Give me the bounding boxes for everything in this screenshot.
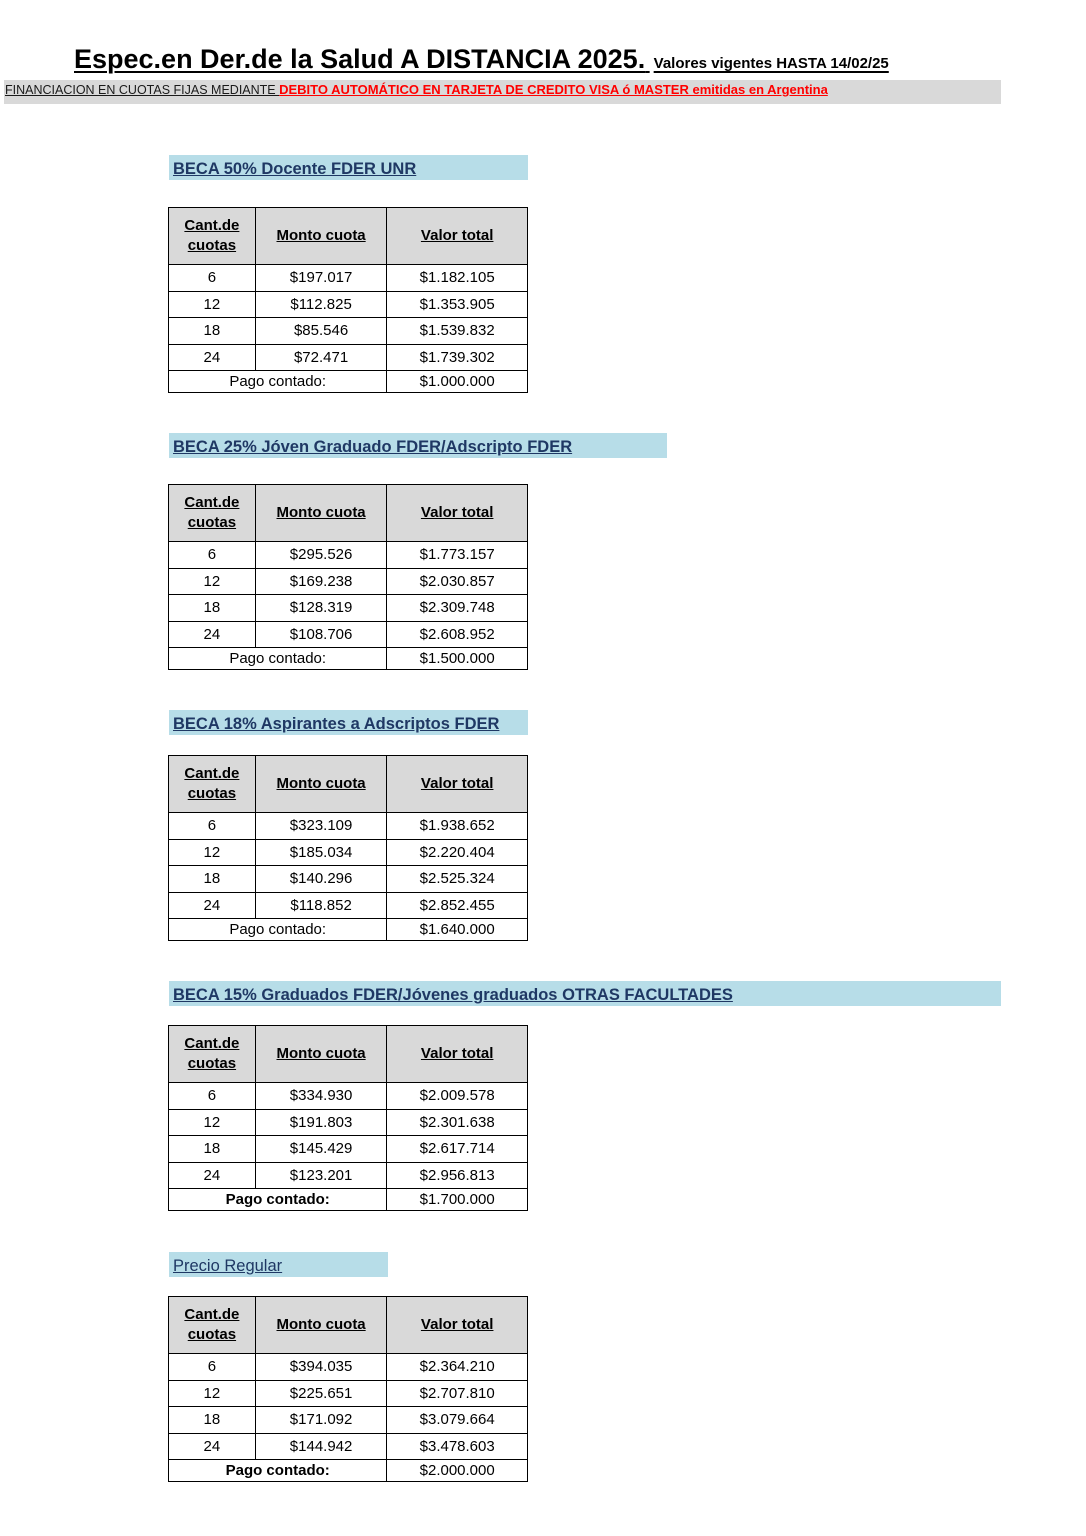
financing-highlight: DEBITO AUTOMÁTICO EN TARJETA DE CREDITO VISA ó MASTER emitidas en Argentina	[279, 82, 828, 97]
price-table-beca-50	[168, 207, 528, 393]
total-cell: $3.079.664	[387, 1407, 528, 1434]
financing-lead: FINANCIACION EN CUOTAS FIJAS MEDIANTE	[5, 83, 280, 97]
col-header-monto: Monto cuota	[255, 756, 387, 813]
monto-cell: $185.034	[255, 839, 387, 866]
total-cell: $2.220.404	[387, 839, 528, 866]
cuotas-cell: 24	[169, 892, 256, 919]
monto-cell: $140.296	[255, 866, 387, 893]
monto-cell: $85.546	[255, 318, 387, 345]
total-cell: $2.608.952	[387, 621, 528, 648]
section-title-beca-50: BECA 50% Docente FDER UNR	[169, 155, 528, 180]
table-row	[169, 839, 528, 866]
table-row	[169, 265, 528, 292]
table-row	[169, 542, 528, 569]
monto-cell: $191.803	[255, 1109, 387, 1136]
total-cell: $2.309.748	[387, 595, 528, 622]
contado-row	[169, 1189, 528, 1211]
monto-cell: $323.109	[255, 813, 387, 840]
price-table-beca-25	[168, 484, 528, 670]
col-header-cuotas: Cant.de cuotas	[169, 1026, 256, 1083]
cuotas-cell: 6	[169, 1083, 256, 1110]
table-row	[169, 1083, 528, 1110]
contado-label: Pago contado:	[169, 648, 387, 670]
cuotas-cell: 18	[169, 595, 256, 622]
monto-cell: $169.238	[255, 568, 387, 595]
total-cell: $2.301.638	[387, 1109, 528, 1136]
monto-cell: $295.526	[255, 542, 387, 569]
table-row	[169, 595, 528, 622]
table-row	[169, 1433, 528, 1460]
contado-value: $1.700.000	[387, 1189, 528, 1211]
monto-cell: $123.201	[255, 1162, 387, 1189]
col-header-monto: Monto cuota	[255, 208, 387, 265]
table-row	[169, 318, 528, 345]
col-header-cuotas: Cant.de cuotas	[169, 1297, 256, 1354]
price-table-precio-regular	[168, 1296, 528, 1482]
col-header-total: Valor total	[387, 756, 528, 813]
table-row	[169, 813, 528, 840]
total-cell: $2.364.210	[387, 1354, 528, 1381]
contado-label: Pago contado:	[169, 1189, 387, 1211]
col-header-cuotas: Cant.de cuotas	[169, 756, 256, 813]
total-cell: $1.773.157	[387, 542, 528, 569]
contado-value: $2.000.000	[387, 1460, 528, 1482]
cuotas-cell: 18	[169, 318, 256, 345]
total-cell: $2.525.324	[387, 866, 528, 893]
section-title-precio-regular: Precio Regular	[169, 1252, 388, 1277]
col-header-cuotas: Cant.de cuotas	[169, 485, 256, 542]
table-row	[169, 621, 528, 648]
total-cell: $1.539.832	[387, 318, 528, 345]
total-cell: $2.852.455	[387, 892, 528, 919]
monto-cell: $394.035	[255, 1354, 387, 1381]
monto-cell: $334.930	[255, 1083, 387, 1110]
section-title-beca-18: BECA 18% Aspirantes a Adscriptos FDER	[169, 710, 528, 735]
cuotas-cell: 6	[169, 813, 256, 840]
cuotas-cell: 6	[169, 542, 256, 569]
cuotas-cell: 12	[169, 1109, 256, 1136]
monto-cell: $197.017	[255, 265, 387, 292]
total-cell: $2.030.857	[387, 568, 528, 595]
cuotas-cell: 12	[169, 1380, 256, 1407]
cuotas-cell: 24	[169, 1162, 256, 1189]
monto-cell: $72.471	[255, 344, 387, 371]
page-title	[74, 44, 889, 75]
contado-row	[169, 648, 528, 670]
total-cell: $1.182.105	[387, 265, 528, 292]
financing-banner	[4, 80, 1001, 104]
contado-label: Pago contado:	[169, 1460, 387, 1482]
contado-value: $1.500.000	[387, 648, 528, 670]
monto-cell: $128.319	[255, 595, 387, 622]
col-header-total: Valor total	[387, 1297, 528, 1354]
price-table-beca-15	[168, 1025, 528, 1211]
col-header-total: Valor total	[387, 1026, 528, 1083]
cuotas-cell: 18	[169, 866, 256, 893]
cuotas-cell: 18	[169, 1407, 256, 1434]
contado-value: $1.640.000	[387, 919, 528, 941]
monto-cell: $225.651	[255, 1380, 387, 1407]
total-cell: $2.707.810	[387, 1380, 528, 1407]
total-cell: $2.956.813	[387, 1162, 528, 1189]
table-row	[169, 344, 528, 371]
table-row	[169, 1162, 528, 1189]
total-cell: $3.478.603	[387, 1433, 528, 1460]
table-row	[169, 291, 528, 318]
table-row	[169, 1136, 528, 1163]
table-row	[169, 1354, 528, 1381]
cuotas-cell: 24	[169, 344, 256, 371]
contado-label: Pago contado:	[169, 371, 387, 393]
section-title-beca-15: BECA 15% Graduados FDER/Jóvenes graduados OTRAS FACULTADES	[169, 981, 1001, 1006]
price-table-beca-18	[168, 755, 528, 941]
monto-cell: $118.852	[255, 892, 387, 919]
monto-cell: $171.092	[255, 1407, 387, 1434]
monto-cell: $145.429	[255, 1136, 387, 1163]
col-header-monto: Monto cuota	[255, 485, 387, 542]
col-header-cuotas: Cant.de cuotas	[169, 208, 256, 265]
table-header-row	[169, 1026, 528, 1083]
table-header-row	[169, 756, 528, 813]
table-row	[169, 866, 528, 893]
contado-label: Pago contado:	[169, 919, 387, 941]
cuotas-cell: 6	[169, 265, 256, 292]
monto-cell: $108.706	[255, 621, 387, 648]
table-header-row	[169, 1297, 528, 1354]
cuotas-cell: 18	[169, 1136, 256, 1163]
table-header-row	[169, 485, 528, 542]
table-row	[169, 1380, 528, 1407]
cuotas-cell: 24	[169, 621, 256, 648]
contado-row	[169, 371, 528, 393]
table-row	[169, 892, 528, 919]
total-cell: $1.739.302	[387, 344, 528, 371]
section-title-beca-25: BECA 25% Jóven Graduado FDER/Adscripto FDER	[169, 433, 667, 458]
total-cell: $1.938.652	[387, 813, 528, 840]
cuotas-cell: 24	[169, 1433, 256, 1460]
cuotas-cell: 12	[169, 568, 256, 595]
validity-note: Valores vigentes HASTA 14/02/25	[653, 55, 889, 72]
col-header-monto: Monto cuota	[255, 1026, 387, 1083]
contado-row	[169, 1460, 528, 1482]
col-header-total: Valor total	[387, 208, 528, 265]
contado-value: $1.000.000	[387, 371, 528, 393]
table-header-row	[169, 208, 528, 265]
total-cell: $2.009.578	[387, 1083, 528, 1110]
title-main: Espec.en Der.de la Salud A DISTANCIA 2025.	[74, 44, 646, 74]
total-cell: $2.617.714	[387, 1136, 528, 1163]
col-header-monto: Monto cuota	[255, 1297, 387, 1354]
cuotas-cell: 12	[169, 291, 256, 318]
table-row	[169, 568, 528, 595]
cuotas-cell: 6	[169, 1354, 256, 1381]
total-cell: $1.353.905	[387, 291, 528, 318]
col-header-total: Valor total	[387, 485, 528, 542]
table-row	[169, 1407, 528, 1434]
contado-row	[169, 919, 528, 941]
monto-cell: $144.942	[255, 1433, 387, 1460]
monto-cell: $112.825	[255, 291, 387, 318]
cuotas-cell: 12	[169, 839, 256, 866]
table-row	[169, 1109, 528, 1136]
